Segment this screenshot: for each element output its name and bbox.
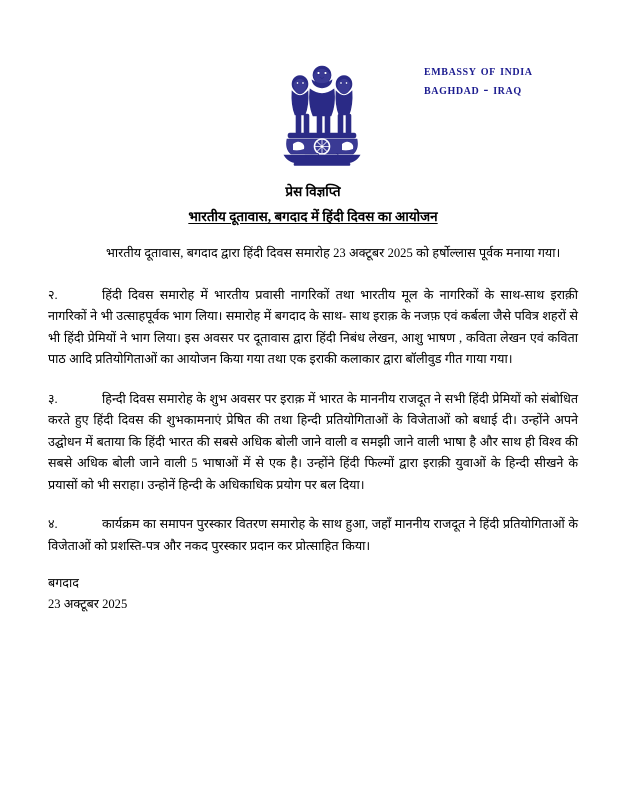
document-title-text: भारतीय दूतावास, बगदाद में हिंदी दिवस का आयोजन	[188, 209, 438, 224]
paragraph-3-number: ३.	[48, 391, 58, 406]
paragraph-3	[48, 389, 578, 497]
press-release-heading: प्रेस विज्ञप्ति	[285, 184, 341, 199]
embassy-name-block	[424, 62, 533, 100]
document-title	[48, 207, 578, 227]
footer-place: बगदाद	[48, 576, 79, 590]
embassy-line-2: baghdad - iraq	[424, 82, 522, 98]
document-footer	[48, 573, 127, 615]
paragraph-2-number: २.	[48, 287, 58, 302]
document-body	[48, 183, 578, 575]
paragraph-4-number: ४.	[48, 517, 58, 531]
paragraph-2	[48, 285, 578, 371]
paragraph-2-text: हिंदी दिवस समारोह में भारतीय प्रवासी नागरिकों तथा भारतीय मूल के नागरिकों के साथ-साथ इराक़ी नागरिकों ने भी उत्साहपूर्वक भाग लिया। समारोह में बगदाद के साथ- साथ इराक़ के नजफ़ एवं कर्बला जैसे पवित्र शहरों से भी हिंदी प्रेमियों ने भाग लिया। इस अवसर पर दूतावास द्वारा हिंदी निबंध लेखन, आशु भाषण , कविता लेखन एवं कविता पाठ आदि प्रतियोगिताओं का आयोजन किया गया तथा एक इराकी कलाकार द्वारा बॉलीवुड गीत गाया गया।	[48, 287, 578, 366]
footer-date: 23 अक्टूबर 2025	[48, 597, 128, 611]
paragraph-1	[48, 243, 578, 265]
emblem-motto-text: सत्यमेव जयते	[304, 154, 340, 161]
paragraph-4	[48, 514, 578, 557]
embassy-line-1: embassy of india	[424, 63, 533, 79]
paragraph-4-text: कार्यक्रम का समापन पुरस्कार वितरण समारोह के साथ हुआ, जहाँ माननीय राजदूत ने हिंदी प्रतियोगिताओं के विजेताओं को प्रशस्ति-पत्र और नकद पुरस्कार प्रदान कर प्रोत्साहित किया।	[48, 517, 578, 553]
paragraph-3-text: हिन्दी दिवस समारोह के शुभ अवसर पर इराक़ में भारत के माननीय राजदूत ने सभी हिंदी प्रेमियों को संबोधित करते हुए हिंदी दिवस की शुभकामनाएं प्रेषित की तथा हिन्दी प्रतियोगिताओं के विजेताओं को बधाई दी। उन्होंने अपने उद्घोधन में बताया कि हिंदी भारत की सबसे अधिक बोली जाने वाली व समझी जाने वाली भाषा है और साथ ही विश्व की सबसे अधिक बोली जाने वाली 5 भाषाओं में से एक है। उन्होंने हिंदी फिल्मों द्वारा इराक़ी युवाओं के हिन्दी सीखने के प्रयासों को भी सराहा। उन्होनें हिन्दी के अधिकाधिक प्रयोग पर बल दिया।	[48, 391, 578, 492]
letterhead	[0, 0, 626, 161]
paragraph-1-text: भारतीय दूतावास, बगदाद द्वारा हिंदी दिवस समारोह 23 अक्टूबर 2025 को हर्षोल्लास पूर्वक मनाया गया।	[106, 246, 561, 260]
